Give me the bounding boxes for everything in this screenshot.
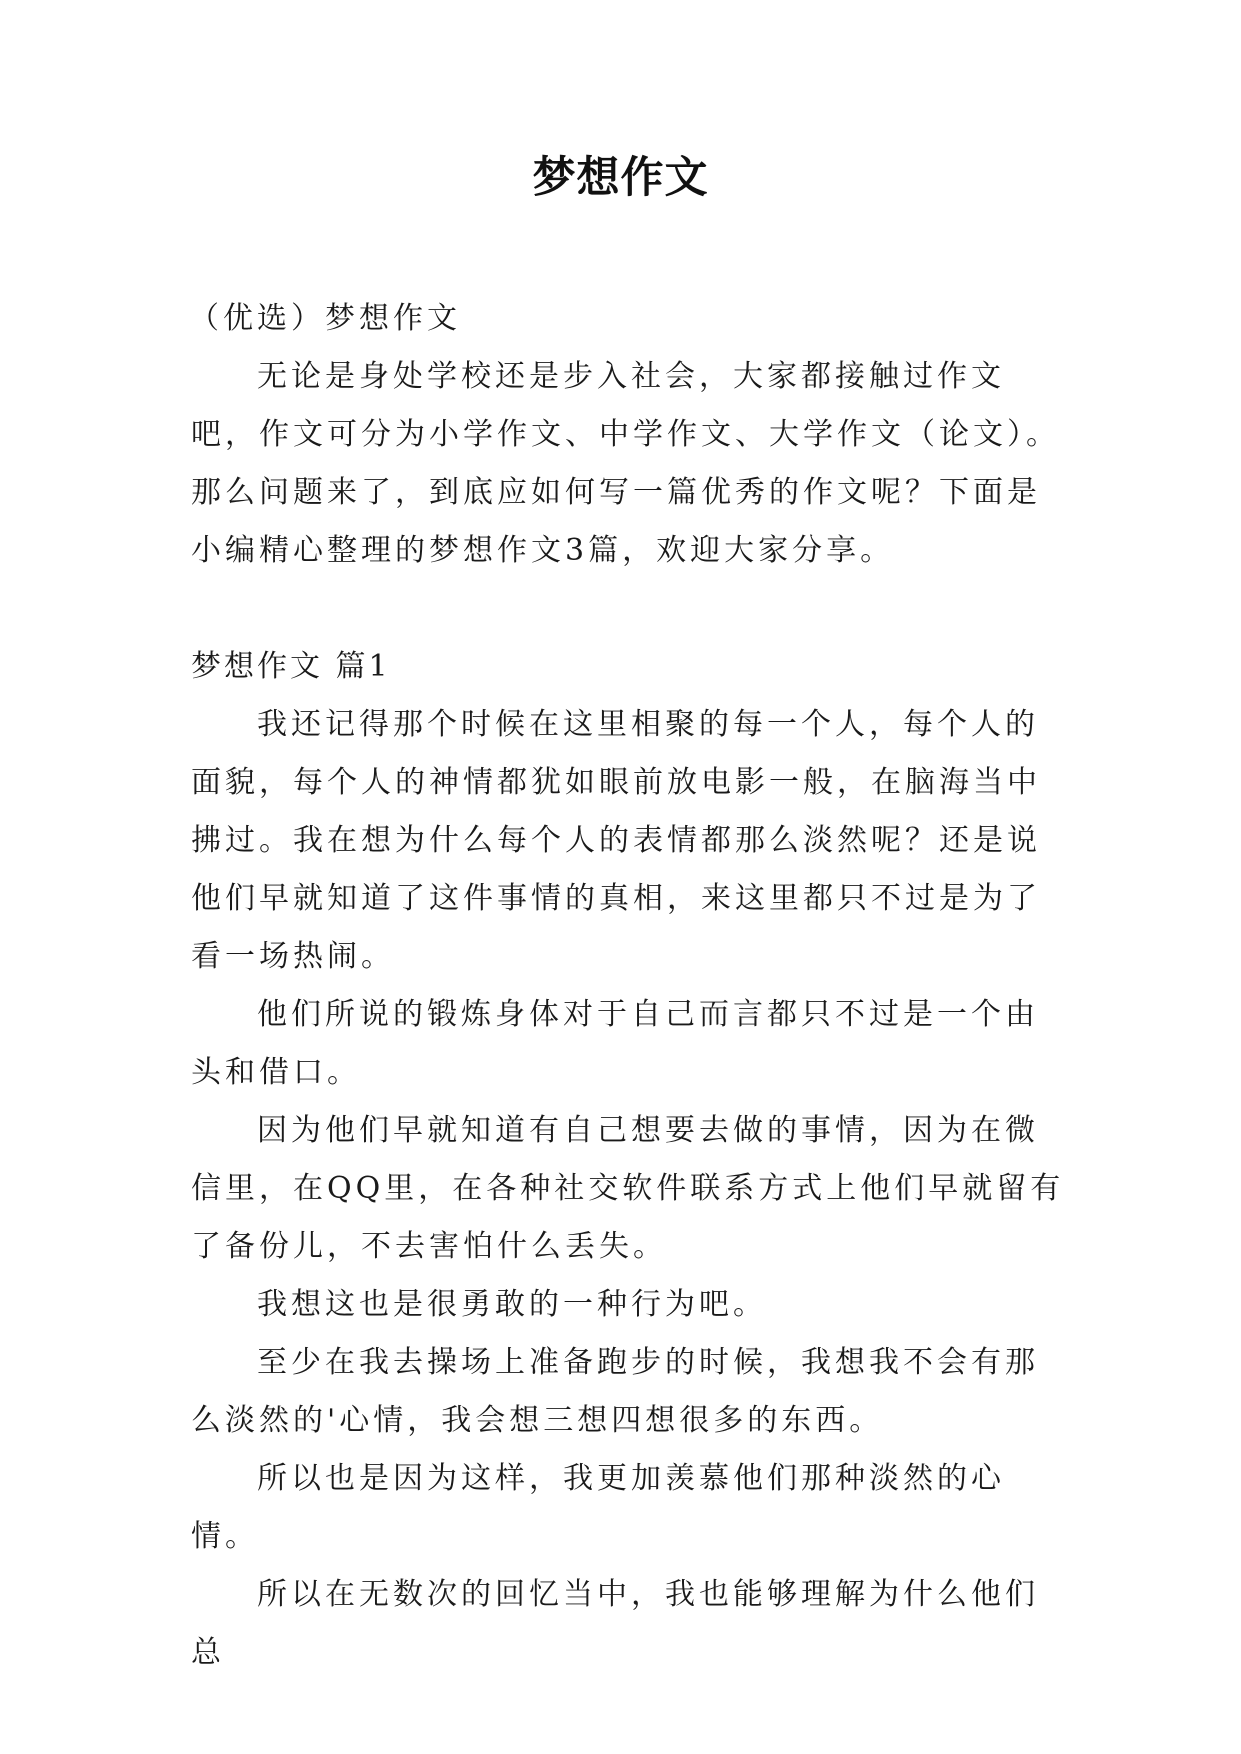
body-paragraph: 所以也是因为这样，我更加羡慕他们那种淡然的心情。 [191,1461,1005,1554]
section-spacer [191,580,1071,638]
body-paragraph: 我想这也是很勇敢的一种行为吧。 [257,1287,767,1322]
body-paragraph: 他们所说的锻炼身体对于自己而言都只不过是一个由头和借口。 [191,997,1039,1090]
document-body [191,290,1071,1682]
body-paragraph: 所以在无数次的回忆当中，我也能够理解为什么他们总 [191,1577,1039,1670]
body-paragraph: 因为他们早就知道有自己想要去做的事情，因为在微信里，在QQ里，在各种社交软件联系方式上他们早就留有了备份儿，不去害怕什么丢失。 [191,1113,1065,1264]
document-title: 梦想作文 [532,153,709,203]
document-subtitle: （优选）梦想作文 [189,301,461,336]
body-paragraph: 我还记得那个时候在这里相聚的每一个人，每个人的面貌，每个人的神情都犹如眼前放电影一般，在脑海当中拂过。我在想为什么每个人的表情都那么淡然呢？还是说他们早就知道了这件事情的真相，来这里都只不过是为了看一场热闹。 [191,707,1041,974]
body-paragraph: 至少在我去操场上准备跑步的时候，我想我不会有那么淡然的'心情，我会想三想四想很多的东西。 [191,1345,1039,1438]
section-heading: 梦想作文 篇1 [191,649,391,684]
intro-paragraph: 无论是身处学校还是步入社会，大家都接触过作文吧，作文可分为小学作文、中学作文、大学作文（论文）。那么问题来了，到底应如何写一篇优秀的作文呢？下面是小编精心整理的梦想作文3篇，欢迎大家分享。 [191,359,1060,568]
